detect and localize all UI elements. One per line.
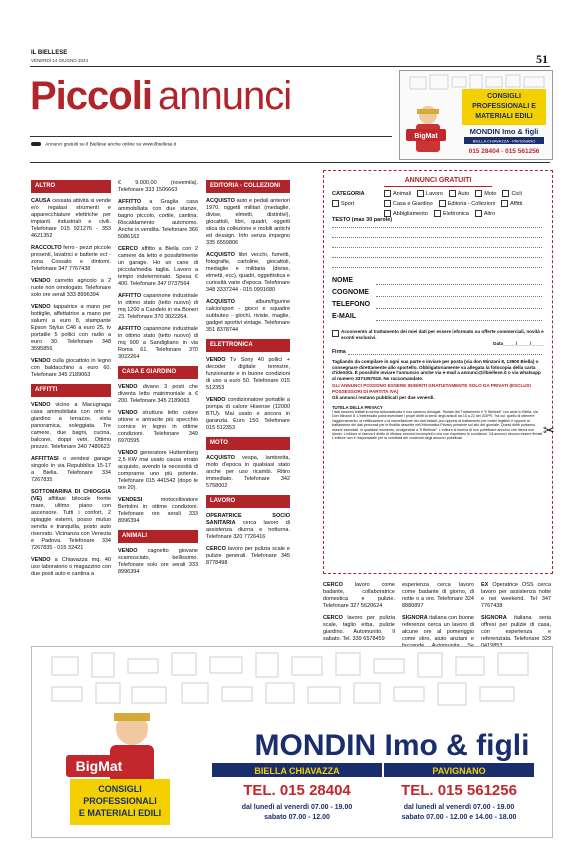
- page-number: 51: [536, 52, 548, 66]
- text-label: TESTO (max 30 parole): [332, 217, 393, 223]
- top-advertisement: [399, 70, 553, 160]
- ad-location-2: PAVIGNANO: [432, 766, 486, 776]
- classified-ad: CERCO lavoro come badante, collaboratrice domestica e pulizie. Telefonare 327 5620624: [323, 582, 395, 609]
- section-altro: ALTRO: [31, 180, 111, 193]
- classified-ad: CERCO affitto a Biella con 2 camere da letto e possibilmente un garage. Ho un cane di piccola/media taglia. Lavoro a tempo indeterminato. Spesa € 400. Telefonare 347 0737564: [118, 246, 198, 287]
- form-instructions: Tagliando da compilare in ogni sua parte e inviare per posta (via don Minzoni 8, 13900 Biella) o consegnare direttamente allo sportello. Obbligatoriamente va allegata la fotocopia della carta d'identità. È possibile inviare l'annuncio anche via e-mail a annunci@ilbiellese.it o via whatsapp al numero 3371057918. No raccomandate.: [332, 359, 541, 381]
- section-casa-giardino: CASA E GIARDINO: [118, 366, 198, 379]
- surname-label: COGNOME: [332, 289, 369, 296]
- privacy-text: I dati saranno trattati in forma automatizzata e non saranno divulgati. Titolare del Trattamento è "Il Biellese" con sede in Biella, via Don Minzoni 8. L'interessato potrà esercitare i propri diritti ai sensi degli articoli da 15 a 22 del GDPR. Tra cui: quello di ottenere l'aggiornamento, la rettificazione o la cancellazione dei dati trattati; può opporsi al trattamento per motivi legittimi e opporsi al trattamento dei dati personali per le finalità descritte nell'Informativa Privacy presente sul sito del giornale. Questi diritti potranno essere esercitati, in qualsiasi momento, rivolgendosi a "Il Biellese". L'editore si riserva di non pubblicare annunci che riterrà non idonei. L'editore si riserva il diritto di rifiutare annunci incompleti o che non rispettano le condizioni. Gli annunci devono essere firmati. L'editore non è responsabile per la veridicità dei contenuti degli annunci pubblicati.: [332, 410, 544, 441]
- ad-tagline-3: E MATERIALI EDILI: [78, 808, 162, 818]
- page-title-part2: annunci: [158, 74, 292, 118]
- ad-location-1: BIELLA CHIAVAZZA: [254, 766, 340, 776]
- scissors-icon: ✂: [543, 422, 555, 438]
- classified-ad: AFFITTO capannone industriale in ottimo stato (tetto nuovo) di mq 900 a Sandigliano in via Roma 61. Telefonare 370 3022264: [118, 326, 198, 360]
- category-checkbox[interactable]: Affitti: [501, 200, 522, 207]
- classified-ad: SIGNORA italiana con buone referenze cerca un lavoro di alcune ore al pomeriggio come stiro, aiuto anziani e: [402, 615, 474, 642]
- ad-phone-2: TEL. 015 561256: [401, 782, 517, 799]
- classified-ad: ACQUISTO libri vecchi, fumetti, fotografie, cartoline, giocattoli, medaglie e militaria (divise, elmetti, ecc), quadri, oggettistica e curiosità varie d'epoca. Telefonare 348 3337244 - 015 0991680: [206, 252, 291, 293]
- text-line[interactable]: [332, 237, 542, 238]
- classified-ad: CERCO lavoro per pulizia scale, taglio erba, pulizie giardino. Automunito. Il sabato. Tel. 339 6578459: [323, 615, 396, 642]
- bottom-advert-graphic: [32, 647, 552, 837]
- section-animali: ANIMALI: [118, 530, 198, 543]
- classified-ad: CERCO lavoro per pulizia scale e pulizie generali. Telefonare 345 8778498: [206, 546, 290, 566]
- coupon-form: [323, 170, 553, 574]
- ad-hours-4: sabato 07.00 - 12.00 e 14.00 - 18.00: [401, 814, 517, 821]
- ad-hours-2: sabato 07.00 - 12.00: [264, 814, 330, 821]
- classified-ad: VENDO a Chiavazza mq. 40 uso laboratorio o magazzino con due posti auto e cantina a: [31, 557, 112, 577]
- classified-ad: VENDO struttura letto colore ottone e antracite più specchio cornice in legno in ottime condizioni. Telefonare 349 6970595: [118, 410, 199, 444]
- classified-ad: VENDO vicino a Macugnaga casa ammobiliata con orto e giardino a terrazze, vista panoramica, soleggiata. Tre camere, due bagni, cucina, balcone, doppi vetri. Ottimo prezzo. Telefonare 340 7480623: [31, 402, 111, 450]
- private-only-warning: GLI ANNUNCI POSSONO ESSERE INSERITI GRATUITAMENTE SOLO DA PRIVATI (ESCLUSI POSSESSORI DI PARTITA IVA): [332, 383, 531, 394]
- title-rule: [30, 136, 392, 137]
- column-2: [118, 180, 198, 581]
- email-field[interactable]: [376, 320, 542, 321]
- classified-ad: VENDO tappatrice a mano per bottiglie, affettatrice a mano per salumi a euro 8, stampante Epson Stylus C46 a euro 25, tv portatile 5 pollici con radio a euro 30. Telefonare 348 3595856: [31, 304, 112, 352]
- date-field[interactable]: Data_____/_____/_____: [493, 341, 544, 346]
- advert-brand: MONDIN Imo & figli: [469, 127, 539, 136]
- classified-ad: ACQUISTO album/figurine calcio/sport - gioco e squadre subbuteo - giochi, riviste, maglie, gadget sportivi vintage. Telefonare 351 8378744: [206, 299, 290, 333]
- advert-line3: MATERIALI EDILI: [475, 113, 533, 120]
- classified-ad: VENDO generatore Huttemberg 2,5 KW mai usato causa errato acquisto, avendo la necessità di comprarne uno più potente. Telefonare 015 441542 (dopo le ore 20).: [118, 450, 198, 491]
- svg-text:BigMat: BigMat: [414, 133, 438, 140]
- ad-phone-1: TEL. 015 28404: [243, 782, 351, 799]
- consent-row: [332, 329, 544, 347]
- signature-field[interactable]: [348, 354, 542, 355]
- classified-ad-cont: esperienza cerca lavoro come badante di giorno, di notte o a ore. Telefonare 324 8880897: [402, 582, 474, 609]
- text-line[interactable]: [332, 257, 542, 258]
- classified-ad: ACQUISTO vespa, lambretta, moto d'epoca in qualsiasi stato anche per uso ricambi. Ritiro immediato. Telefonare 342 5758002: [206, 455, 290, 489]
- category-checkbox[interactable]: Moto: [475, 190, 496, 197]
- classified-ad: VENDO condizionatore portatile a pompa di calore Hisense (12000 BTU). Mai usato e ancora in garanzia. Euro 150. Telefonare 015 512353: [206, 397, 290, 431]
- advert-line2: PROFESSIONALI E: [472, 103, 536, 110]
- classified-ad: RACCOLTO ferro - pezzi piccole presenti, lavatrici e batterie ect - zona Cossato e dintorni. Telefonare 347 7767438: [31, 245, 111, 272]
- classified-ad: AFFITTASI o vendesi garage singolo in via Repubblica 15-17 a Biella. Telefonare 334 7267835: [31, 456, 112, 483]
- classified-ad: AFFITTO capannone industriale in ottimo stato (tetto nuovo) di mq 1200 a Candelo in via Boneri 23. Telefonare 370 3022264.: [118, 293, 198, 320]
- advert-graphic: [400, 71, 552, 159]
- category-checkbox[interactable]: Casa e Giardino: [384, 200, 433, 207]
- classified-ad: OPERATRICE SOCIO SANITARIA cerca lavoro di assistenza diurna e notturna. Telefonare 320 7726416: [206, 513, 290, 540]
- section-editoria-collezioni: EDITORIA - COLLEZIONI: [206, 180, 290, 193]
- phone-label: TELEFONO: [332, 301, 371, 308]
- ad-tagline-1: CONSIGLI: [98, 784, 142, 794]
- category-checkbox[interactable]: Cicli: [502, 190, 521, 197]
- section-elettronica: ELETTRONICA: [206, 339, 290, 352]
- classified-ad: VENDO cagnetto giovane scamosciato, bellissimo. Telefonare solo ore serali 333 8996394: [118, 548, 198, 575]
- advert-line1: CONSIGLI: [487, 93, 521, 100]
- section-rule: [30, 162, 550, 163]
- category-options: [384, 190, 548, 217]
- classified-ad: VENDO culla giocattolo in legno con baldacchino a euro 60. Telefonare 345 2189063: [31, 358, 111, 378]
- category-checkbox[interactable]: Auto: [449, 190, 469, 197]
- signature-label: Firma: [332, 349, 346, 355]
- classified-ad: CAUSA cessata attività si vende e/o regalasi strumenti e apparecchiature elettriche per impianti industriali e civili. Telefonare 015 921276 - 353 4621352: [31, 198, 111, 239]
- classified-ad: SOTTOMARINA DI CHIOGGIA (VE) affittasi bilocale fronte mare, ultimo piano con ascensore. Tutti i confort, 2 spiaggie esterni, posso mutuo servita e tranquilla, posto auto riservato. Vicinanza con Venezia e Padova. Telefonare 334 7267835 - 015 32421: [31, 489, 111, 551]
- column-1: [31, 180, 111, 583]
- online-note: Annunci gratuiti su Il Biellese anche online su www.ilbiellese.it: [31, 142, 176, 147]
- classified-ad: VENDO Tv Sony 40 pollici + decoder digitale terrestre, funzionante e in buone condizioni di uso a euro 50. Telefonare 015 512353: [206, 357, 290, 391]
- bottom-advertisement: [31, 646, 553, 838]
- section-moto: MOTO: [206, 437, 290, 450]
- pen-icon: [31, 142, 41, 146]
- category-checkbox[interactable]: Altro: [475, 210, 495, 217]
- section-affitti: AFFITTI: [31, 384, 111, 397]
- classified-ad-cont: € 9.000,00 (novemila). Telefonare 333 1506663: [118, 180, 198, 193]
- ad-brand-name: MONDIN Imo & figli: [254, 729, 530, 762]
- privacy-title: TUTELA DELLA PRIVACY: [332, 405, 383, 410]
- section-lavoro: LAVORO: [206, 495, 290, 508]
- name-label: NOME: [332, 277, 353, 284]
- classified-ad: VENDO carretto agricolo a 2 ruote non omologato. Telefonare solo ore serali 333 8996394: [31, 278, 112, 298]
- bigmat-logo: BigMat: [75, 758, 123, 774]
- classified-ad: SIGNORA italiana seria offresi per pulizie di casa, con esperienza e referenziata. Telefonare 329: [481, 615, 551, 642]
- consent-checkbox[interactable]: [332, 330, 339, 337]
- classified-ad: VENDESI motocoltivatore Bertolini in ottime condizioni. Telefonare ore serali 333 8996394: [118, 497, 198, 524]
- classified-ad: EX Operatrice OSS cerca lavoro per assistenza notte e nei weekend. Tel 347 7767438: [481, 582, 552, 609]
- category-checkbox-sport[interactable]: Sport: [332, 200, 354, 207]
- classified-ad: AFFITTO a Graglia casa ammobiliata con due stanze, bagno piccolo, cortile, cantina. Riscaldamento autonomo. Anche in vendita. Telefonare 366 5086162: [118, 199, 199, 240]
- classified-ad: ACQUISTO auto e pedali anteriori 1970, oggetti militari (medaglie, divise, elmetti, distintivi), giocattoli, libri, quadri, oggetti stica da collezione e mobili antichi ed dessign. Info senza impegno 335 6559806: [206, 198, 290, 246]
- text-line[interactable]: [332, 247, 542, 248]
- publication-name: IL BIELLESE: [31, 50, 68, 56]
- ad-hours-1: dal lunedì al venerdì 07.00 - 19.00: [241, 804, 353, 811]
- advert-phones: 015 28404 - 015 561256: [468, 148, 540, 155]
- form-title-rule: [384, 186, 492, 187]
- text-line[interactable]: [332, 267, 542, 268]
- name-field[interactable]: [376, 284, 542, 285]
- header-rule: [30, 66, 550, 67]
- issue-date: VENERDÌ 14 GIUGNO 2024: [31, 58, 89, 63]
- surname-field[interactable]: [376, 296, 542, 297]
- category-label: CATEGORIA: [332, 191, 365, 197]
- category-checkbox[interactable]: Elettronica: [434, 210, 469, 217]
- category-checkbox[interactable]: Editoria - Collezioni: [439, 200, 495, 207]
- form-title: ANNUNCI GRATUITI: [404, 177, 472, 184]
- consent-text: Acconsento al trattamento dei miei dati per essere informato su offerte commerciali, novità e sconti esclusivi.: [341, 329, 544, 340]
- publication-duration: Gli annunci restano pubblicati per due venerdì.: [332, 395, 435, 400]
- category-checkbox[interactable]: Animali: [384, 190, 411, 197]
- classified-ad: VENDO divano 3 posti che diventa letto matrimoniale a € 200. Telefonare 345 2189063: [118, 384, 198, 404]
- privacy-block: [332, 405, 544, 565]
- advert-locations: BIELLA CHIAVAZZA - PAVIGNANO: [472, 138, 536, 144]
- text-line[interactable]: [332, 227, 542, 228]
- ad-tagline-2: PROFESSIONALI: [83, 796, 157, 806]
- category-checkbox[interactable]: Abbigliamento: [384, 210, 428, 217]
- ad-hours-3: dal lunedì al venerdì 07.00 - 19.00: [403, 804, 515, 811]
- email-label: E-MAIL: [332, 313, 357, 320]
- column-3: [206, 180, 290, 572]
- category-checkbox[interactable]: Lavoro: [417, 190, 443, 197]
- page-title-part1: Piccoli: [30, 74, 152, 118]
- phone-field[interactable]: [376, 308, 542, 309]
